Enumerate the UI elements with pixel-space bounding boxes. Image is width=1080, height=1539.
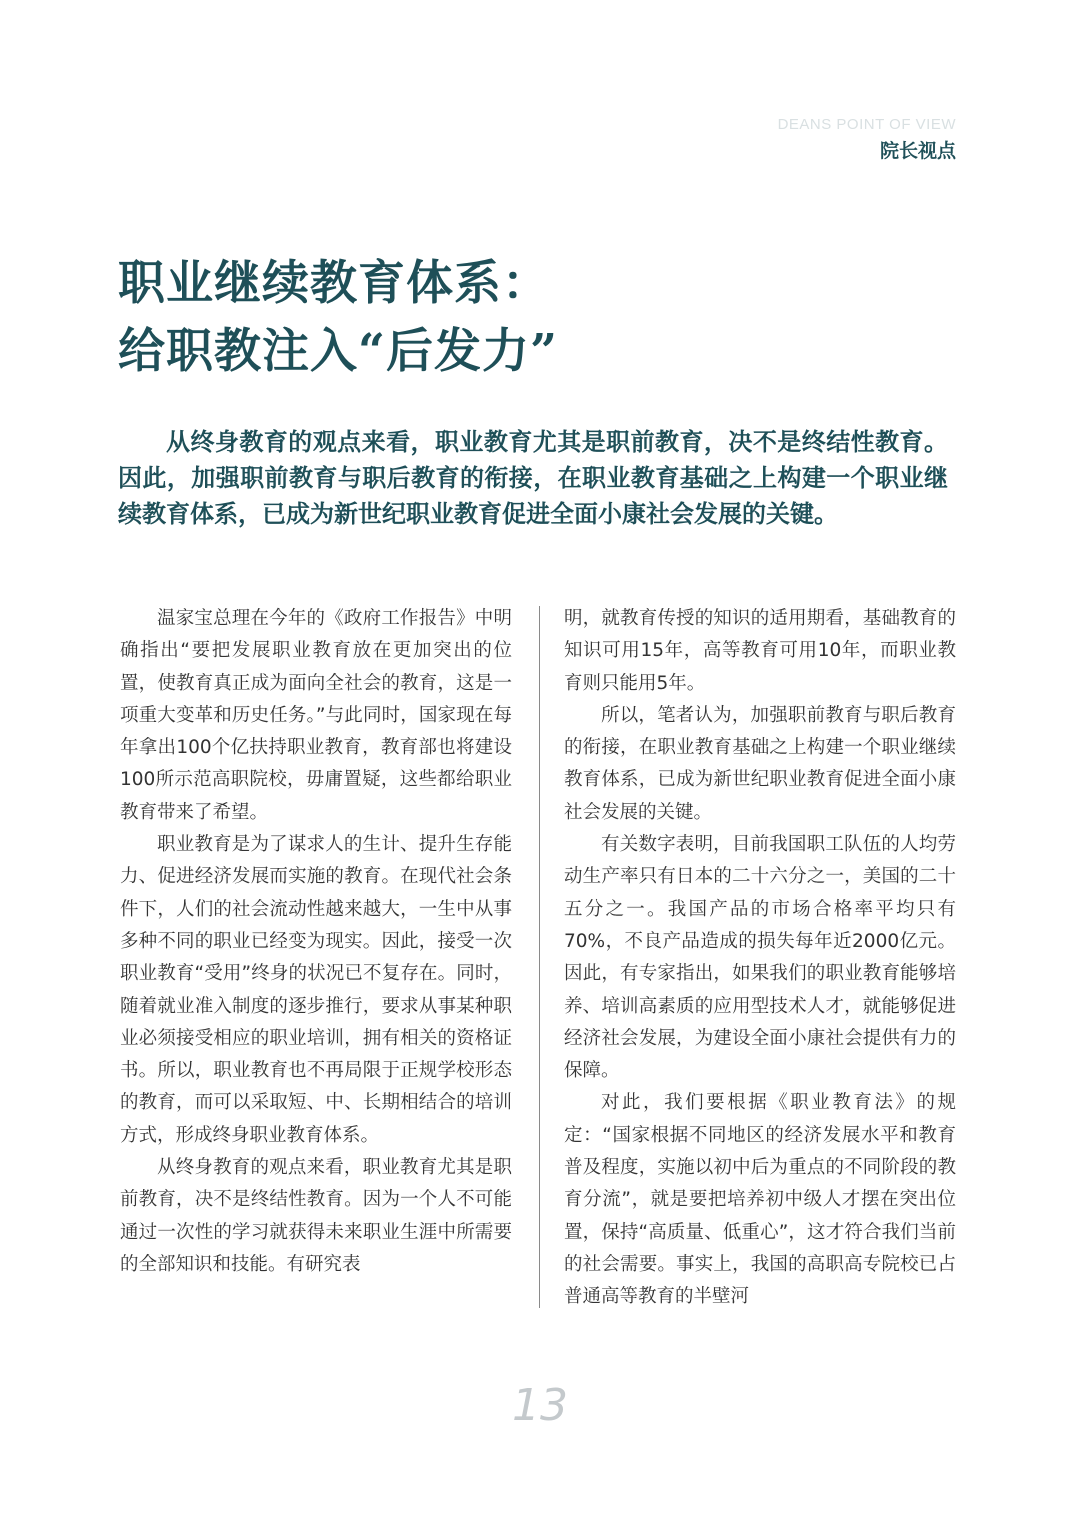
article-title — [118, 250, 978, 386]
article-title-line-2: 给职教注入“后发力” — [118, 324, 559, 379]
article-lede: 从终身教育的观点来看，职业教育尤其是职前教育，决不是终结性教育。因此，加强职前教育与职后教育的衔接，在职业教育基础之上构建一个职业继续教育体系，已成为新世纪职业教育促进全面小康社会发展的关键。 — [118, 428, 948, 528]
column-divider — [539, 606, 540, 1308]
body-column-left — [120, 603, 512, 1281]
paragraph: 对此，我们要根据《职业教育法》的规定：“国家根据不同地区的经济发展水平和教育普及程度，实施以初中后为重点的不同阶段的教育分流”，就是要把培养初中级人才摆在突出位置，保持“高质量、低重心”，这才符合我们当前的社会需要。事实上，我国的高职高专院校已占普通高等教育的半壁河 — [564, 1092, 956, 1308]
paragraph: 所以，笔者认为，加强职前教育与职后教育的衔接，在职业教育基础之上构建一个职业继续教育体系，已成为新世纪职业教育促进全面小康社会发展的关键。 — [564, 704, 956, 823]
paragraph-continuation: 明，就教育传授的知识的适用期看，基础教育的知识可用15年，高等教育可用10年，而职业教育则只能用5年。 — [564, 608, 956, 694]
paragraph: 职业教育是为了谋求人的生计、提升生存能力、促进经济发展而实施的教育。在现代社会条件下，人们的社会流动性越来越大，一生中从事多种不同的职业已经变为现实。因此，接受一次职业教育“受用”终身的状况已不复存在。同时，随着就业准入制度的逐步推行，要求从事某种职业必须接受相应的职业培训，拥有相关的资格证书。所以，职业教育也不再局限于正规学校形态的教育，而可以采取短、中、长期相结合的培训方式，形成终身职业教育体系。 — [120, 834, 512, 1146]
paragraph: 有关数字表明，目前我国职工队伍的人均劳动生产率只有日本的二十六分之一，美国的二十五分之一。我国产品的市场合格率平均只有70%，不良产品造成的损失每年近2000亿元。因此，有专家指出，如果我们的职业教育能够培养、培训高素质的应用型技术人才，就能够促进经济社会发展，为建设全面小康社会提供有力的保障。 — [564, 834, 956, 1082]
paragraph: 温家宝总理在今年的《政府工作报告》中明确指出“要把发展职业教育放在更加突出的位置，使教育真正成为面向全社会的教育，这是一项重大变革和历史任务。”与此同时，国家现在每年拿出100个亿扶持职业教育，教育部也将建设100所示范高职院校，毋庸置疑，这些都给职业教育带来了希望。 — [120, 608, 512, 823]
page-number: 13 — [512, 1380, 568, 1431]
paragraph: 从终身教育的观点来看，职业教育尤其是职前教育，决不是终结性教育。因为一个人不可能通过一次性的学习就获得未来职业生涯中所需要的全部知识和技能。有研究表 — [120, 1157, 512, 1275]
body-column-right — [564, 603, 956, 1314]
article-title-line-1: 职业继续教育体系： — [118, 256, 550, 311]
section-label-english: DEANS POINT OF VIEW — [777, 116, 956, 133]
section-label-chinese: 院长视点 — [879, 140, 956, 162]
